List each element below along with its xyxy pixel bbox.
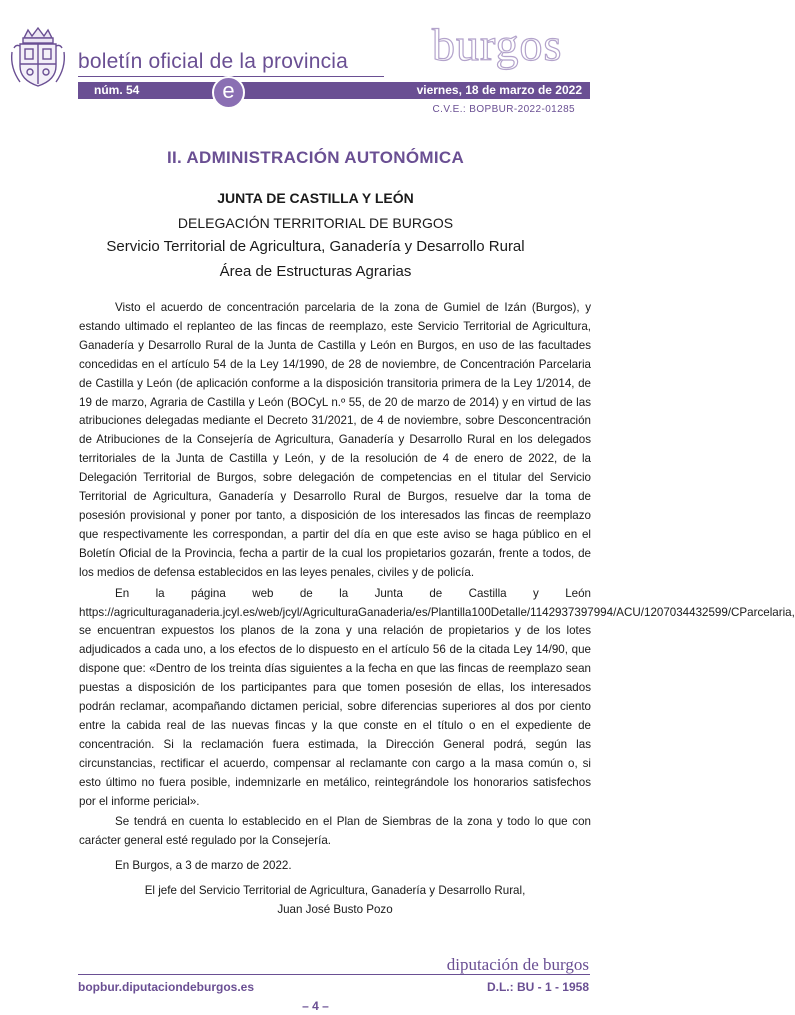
signature-name: Juan José Busto Pozo: [277, 903, 393, 917]
bulletin-title: boletín oficial de la provincia: [78, 50, 349, 73]
issue-date: viernes, 18 de marzo de 2022: [416, 83, 582, 97]
place-date: En Burgos, a 3 de marzo de 2022.: [115, 859, 292, 873]
section-heading: II. ADMINISTRACIÓN AUTONÓMICA: [166, 148, 465, 167]
cve-code: C.V.E.: BOPBUR-2022-01285: [432, 104, 575, 115]
footer-issuer: diputación de burgos: [446, 955, 589, 974]
issue-bar: [78, 82, 590, 99]
page-number: – 4 –: [302, 999, 329, 1013]
signature-title: El jefe del Servicio Territorial de Agricultura, Ganadería y Desarrollo Rural,: [144, 884, 526, 898]
footer-rule: [78, 974, 590, 975]
organization-name: JUNTA DE CASTILLA Y LEÓN: [217, 190, 414, 206]
coat-of-arms-icon: [6, 24, 70, 92]
service-name: Servicio Territorial de Agricultura, Ganadería y Desarrollo Rural: [106, 238, 525, 255]
e-logo-icon: e: [212, 76, 245, 109]
paragraph-plan: Se tendrá en cuenta lo establecido en el Plan de Siembras de la zona y todo lo que con carácter general esté regulado por la Consejería.: [79, 815, 591, 848]
document-body: [79, 299, 795, 920]
legal-deposit: D.L.: BU - 1 - 1958: [486, 980, 589, 994]
delegation-name: DELEGACIÓN TERRITORIAL DE BURGOS: [177, 215, 454, 231]
paragraph-resolution: Visto el acuerdo de concentración parcelaria de la zona de Gumiel de Izán (Burgos), y estando ultimado el replanteo de las fincas de reemplazo, este Servicio Territorial de Agricultura, Ganadería y Desarrollo Rural de la Junta de Castilla y León en Burgos, en uso de las facultades concedidas en el artículo 54 de la Ley 14/1990, de 28 de noviembre, de Concentración Parcelaria de Castilla y León (de aplicación conforme a la disposición transitoria primera de la Ley 1/2014, de 19 de marzo, Agraria de Castilla y León (BOCyL n.º 55, de 20 de marzo de 2014) y en virtud de las atribuciones delegadas mediante el Decreto 31/2021, de 4 de noviembre, sobre Desconcentración de Atribuciones de la Consejería de Agricultura, Ganadería y Desarrollo Rural en los delegados territoriales de la Junta de Castilla y León, y de la resolución de 4 de enero de 2022, de la Delegación Territorial de Burgos, sobre delegación de competencias en el titular del Servicio Territorial de Agricultura, Ganadería y Desarrollo Rural de Burgos, resuelve dar la toma de posesión provisional y poner por tanto, a disposición de los interesados las fincas de reemplazo que respectivamente les correspondan, a partir del día en que este aviso se haga público en el Boletín Oficial de la Provincia, fecha a partir de la cual los propietarios gozarán, frente a todos, de los medios de defensa establecidos en las leyes penales, civiles y de policía.: [79, 301, 591, 579]
paragraph-website: En la página web de la Junta de Castilla y León https://agriculturaganaderia.jcyl.es/web/jcyl/AgriculturaGanaderia/es/Plantilla100Detalle/1142937397994/ACU/1207034432599/CParcelaria, se encuentran expuestos los planos de la zona y una relación de propietarios y de los lotes adjudicados a cada uno, a los efectos de lo dispuesto en el artículo 56 de la citada Ley 14/90, que dispone que: «Dentro de los treinta días siguientes a la fecha en que las fincas de reemplazo sean puestas a disposición de los participantes para que tomen posesión de ellas, los interesados podrán reclamar, acompañando dictamen pericial, sobre diferencias superiores al dos por ciento entre la cabida real de las nuevas fincas y la que conste en el título o en el expediente de concentración. Si la reclamación fuera estimada, la Dirección General podrá, según las circunstancias, rectificar el acuerdo, compensar al reclamante con cargo a la masa común o, si esto último no fuera posible, indemnizarle en metálico, reintegrándole los honorarios satisfechos por el informe pericial».: [79, 586, 795, 808]
province-name: burgos: [432, 19, 563, 70]
footer-url[interactable]: bopbur.diputaciondeburgos.es: [78, 980, 255, 994]
issue-number: núm. 54: [94, 83, 140, 97]
area-name: Área de Estructuras Agrarias: [219, 263, 412, 280]
